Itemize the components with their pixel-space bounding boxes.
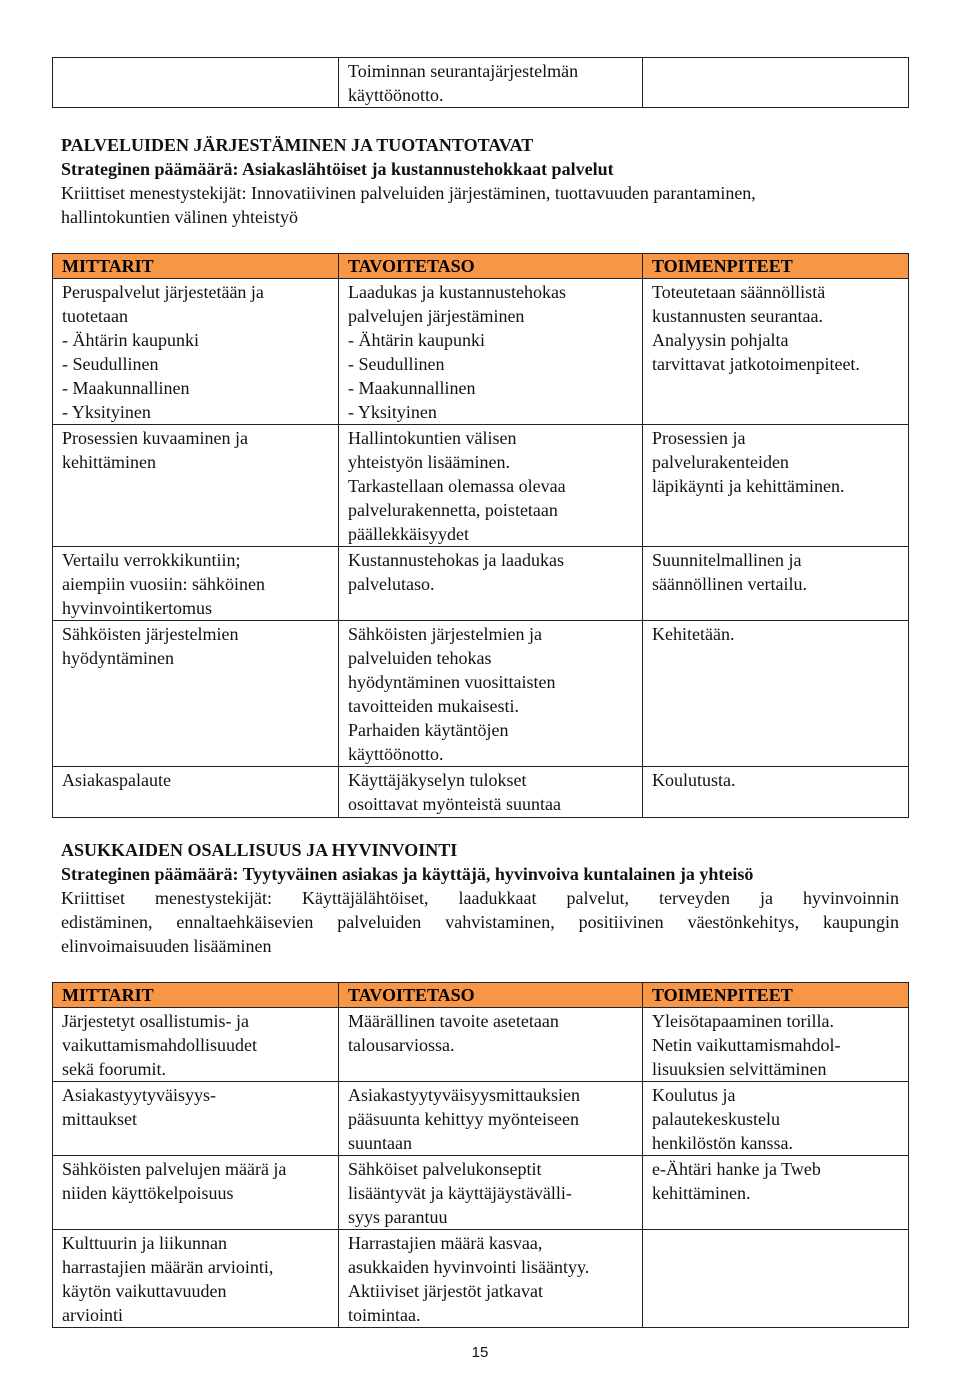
table2-cell: Asiakastyytyväisyys- mittaukset — [53, 1082, 339, 1156]
table2-cell: Sähköiset palvelukonseptit lisääntyvät ja käyttäjäystävälli- syys parantuu — [339, 1156, 643, 1230]
table1-cell: Prosessien ja palvelurakenteiden läpikäynti ja kehittäminen. — [643, 425, 909, 547]
table1-cell: Käyttäjäkyselyn tulokset osoittavat myönteistä suuntaa — [339, 767, 643, 818]
table2-cell: Koulutus ja palautekeskustelu henkilöstön kanssa. — [643, 1082, 909, 1156]
table2-header-tavoitetaso: TAVOITETASO — [339, 983, 643, 1008]
table1-cell: Koulutusta. — [643, 767, 909, 818]
table2-header-mittarit: MITTARIT — [53, 983, 339, 1008]
table1-cell: Kehitetään. — [643, 621, 909, 767]
table2-cell: e-Ähtäri hanke ja Tweb kehittäminen. — [643, 1156, 909, 1230]
table1-cell: Prosessien kuvaaminen ja kehittäminen — [53, 425, 339, 547]
section2-factors-line-3: elinvoimaisuuden lisääminen — [61, 936, 272, 956]
section2-goal: Strateginen päämäärä: Tyytyväinen asiakas ja käyttäjä, hyvinvoiva kuntalainen ja yhteisö — [61, 864, 754, 884]
table2-cell: Järjestetyt osallistumis- ja vaikuttamismahdollisuudet sekä foorumit. — [53, 1008, 339, 1082]
table1-cell: Sähköisten järjestelmien ja palveluiden tehokas hyödyntäminen vuosittaisten tavoitteiden mukaisesti. Parhaiden käytäntöjen käyttöönotto. — [339, 621, 643, 767]
section2-factors-line-2: edistäminen, ennaltaehkäisevien palveluiden vahvistaminen, positiivinen väestönkehitys, kaupungin — [61, 912, 899, 932]
table1 — [52, 253, 909, 818]
table1-cell: Hallintokuntien välisen yhteistyön lisääminen. Tarkastellaan olemassa olevaa palvelurakennetta, poistetaan päällekkäisyydet — [339, 425, 643, 547]
table1-cell: Peruspalvelut järjestetään ja tuotetaan - Ähtärin kaupunki - Seudullinen - Maakunnallinen - Yksityinen — [53, 279, 339, 425]
table1-cell: Vertailu verrokkikuntiin; aiempiin vuosiin: sähköinen hyvinvointikertomus — [53, 547, 339, 621]
table2-header-row — [53, 983, 909, 1008]
table-row — [53, 425, 909, 547]
table-row — [53, 621, 909, 767]
section1-title: PALVELUIDEN JÄRJESTÄMINEN JA TUOTANTOTAVAT — [61, 135, 534, 155]
table2-cell: Yleisötapaaminen torilla. Netin vaikuttamismahdol- lisuuksien selvittäminen — [643, 1008, 909, 1082]
table2-cell: Harrastajien määrä kasvaa, asukkaiden hyvinvointi lisääntyy. Aktiiviset järjestöt jatkavat toimintaa. — [339, 1230, 643, 1328]
table1-cell: Laadukas ja kustannustehokas palvelujen järjestäminen - Ähtärin kaupunki - Seudullinen - Maakunnallinen - Yksityinen — [339, 279, 643, 425]
table2-cell: Sähköisten palvelujen määrä ja niiden käyttökelpoisuus — [53, 1156, 339, 1230]
table-row — [53, 767, 909, 818]
table-row — [53, 1082, 909, 1156]
table1-header-row — [53, 254, 909, 279]
page-number: 15 — [471, 1344, 489, 1361]
table2-cell: Kulttuurin ja liikunnan harrastajien määrän arviointi, käytön vaikuttavuuden arviointi — [53, 1230, 339, 1328]
top-empty-cell-2 — [643, 58, 909, 108]
table1-cell: Suunnitelmallinen ja säännöllinen vertailu. — [643, 547, 909, 621]
top-empty-cell-1 — [53, 58, 339, 108]
top-fragment-table — [52, 57, 909, 108]
section2-factors-line-1: Kriittiset menestystekijät: Käyttäjälähtöiset, laadukkaat palvelut, terveyden ja hyvinvoinnin — [61, 888, 899, 908]
table2-cell — [643, 1230, 909, 1328]
table-row — [53, 1156, 909, 1230]
table2-cell: Määrällinen tavoite asetetaan talousarviossa. — [339, 1008, 643, 1082]
table2 — [52, 982, 909, 1328]
top-cell-text: Toiminnan seurantajärjestelmän käyttöönotto. — [339, 58, 643, 108]
section2-title: ASUKKAIDEN OSALLISUUS JA HYVINVOINTI — [61, 840, 458, 860]
table1-header-toimenpiteet: TOIMENPITEET — [643, 254, 909, 279]
table-row — [53, 1230, 909, 1328]
table1-cell: Kustannustehokas ja laadukas palvelutaso. — [339, 547, 643, 621]
table-row — [53, 279, 909, 425]
table2-cell: Asiakastyytyväisyysmittauksien pääsuunta kehittyy myönteiseen suuntaan — [339, 1082, 643, 1156]
table1-cell: Sähköisten järjestelmien hyödyntäminen — [53, 621, 339, 767]
table1-header-mittarit: MITTARIT — [53, 254, 339, 279]
section1-goal: Strateginen päämäärä: Asiakaslähtöiset ja kustannustehokkaat palvelut — [61, 159, 614, 179]
table-row — [53, 547, 909, 621]
table2-header-toimenpiteet: TOIMENPITEET — [643, 983, 909, 1008]
table1-cell: Asiakaspalaute — [53, 767, 339, 818]
table1-header-tavoitetaso: TAVOITETASO — [339, 254, 643, 279]
section1-factors: Kriittiset menestystekijät: Innovatiivinen palveluiden järjestäminen, tuottavuuden parantaminen, hallintokuntien välinen yhteistyö — [61, 183, 756, 227]
table-row — [53, 1008, 909, 1082]
table1-cell: Toteutetaan säännöllistä kustannusten seurantaa. Analyysin pohjalta tarvittavat jatkotoimenpiteet. — [643, 279, 909, 425]
